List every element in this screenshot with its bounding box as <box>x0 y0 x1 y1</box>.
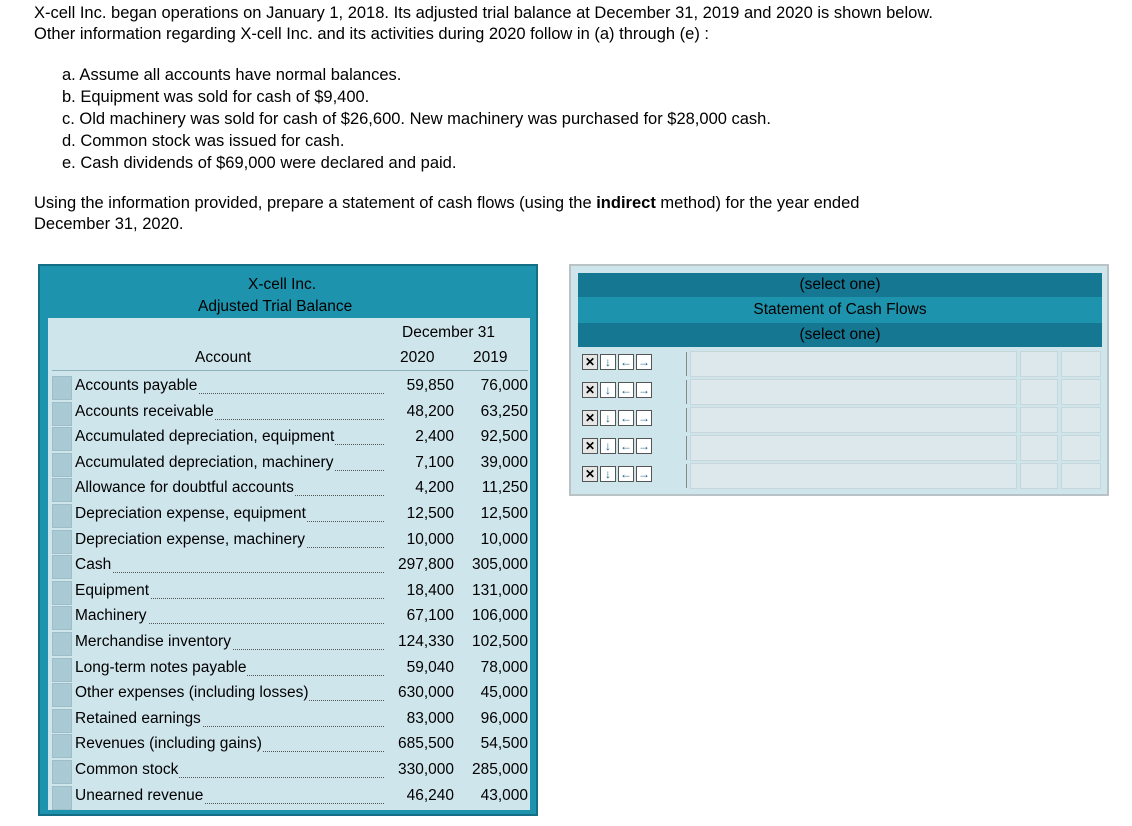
insert-row-icon[interactable]: ↓ <box>600 466 616 482</box>
cf-amount-input-1[interactable] <box>1020 435 1058 461</box>
tb-value-2020: 12,500 <box>406 504 454 522</box>
tb-value-2019: 45,000 <box>480 684 528 702</box>
tb-value-2020: 330,000 <box>397 760 454 778</box>
tb-row-selector[interactable] <box>52 504 72 528</box>
cf-row <box>578 462 1102 490</box>
cf-label-input[interactable] <box>690 463 1017 489</box>
tb-value-2020: 124,330 <box>397 632 454 650</box>
tb-row <box>48 681 530 707</box>
tb-row-selector[interactable] <box>52 632 72 656</box>
tb-value-2019: 305,000 <box>471 556 528 574</box>
tb-value-2020: 67,100 <box>406 607 454 625</box>
insert-row-icon[interactable]: ↓ <box>600 410 616 426</box>
tb-value-2020: 59,850 <box>406 377 454 394</box>
tb-row-leader <box>76 572 384 573</box>
tb-year-2019: 2019 <box>473 349 508 366</box>
info-item-d: d. Common stock was issued for cash. <box>62 132 345 150</box>
cf-title-bar <box>578 297 1102 323</box>
tb-value-2019: 285,000 <box>471 760 528 778</box>
tb-value-2019: 96,000 <box>480 709 528 727</box>
info-item-e: e. Cash dividends of $69,000 were declared and paid. <box>62 154 457 172</box>
tb-account-text: Revenues (including gains) <box>75 735 262 753</box>
tb-account-text: Unearned revenue <box>75 786 204 804</box>
cf-amount-input-2[interactable] <box>1061 435 1101 461</box>
tb-row <box>48 425 530 451</box>
cf-row <box>578 406 1102 434</box>
cf-row-separator <box>686 352 687 376</box>
tb-row-selector[interactable] <box>52 530 72 554</box>
cf-label-input[interactable] <box>690 351 1017 377</box>
indent-icon[interactable]: → <box>638 355 650 369</box>
cf-row <box>578 378 1102 406</box>
tb-row <box>48 528 530 554</box>
tb-row <box>48 451 530 477</box>
delete-row-icon[interactable]: ✕ <box>582 382 598 398</box>
tb-row <box>48 579 530 605</box>
cf-period-bar <box>578 323 1102 347</box>
tb-value-2020: 59,040 <box>406 658 454 676</box>
delete-row-icon[interactable]: ✕ <box>582 466 598 482</box>
cf-row <box>578 434 1102 462</box>
tb-rows <box>48 374 530 809</box>
cf-label-input[interactable] <box>690 379 1017 405</box>
cf-row <box>578 350 1102 378</box>
tb-value-2019: 54,500 <box>480 735 528 753</box>
trial-balance-header <box>40 272 540 322</box>
indent-icon[interactable]: → <box>638 467 650 481</box>
tb-row <box>48 784 530 810</box>
outdent-icon[interactable]: ← <box>620 467 632 481</box>
tb-row-selector[interactable] <box>52 376 72 400</box>
tb-row <box>48 476 530 502</box>
indent-icon[interactable]: → <box>638 439 650 453</box>
tb-header-divider <box>52 370 528 371</box>
trial-balance-table <box>48 318 530 810</box>
tb-value-2019: 39,000 <box>480 453 528 471</box>
tb-value-2019: 76,000 <box>480 377 528 394</box>
info-item-b: b. Equipment was sold for cash of $9,400. <box>62 88 370 106</box>
cf-row-tools <box>582 466 686 488</box>
tb-account-text: Cash <box>75 556 112 574</box>
tb-value-2020: 83,000 <box>406 709 454 727</box>
tb-row-selector[interactable] <box>52 453 72 477</box>
tb-row-selector[interactable] <box>52 760 72 784</box>
intro-line-2: Other information regarding X-cell Inc. and its activities during 2020 follow in (a) through (e) : <box>34 25 709 43</box>
cf-amount-input-2[interactable] <box>1061 463 1101 489</box>
cf-label-input[interactable] <box>690 407 1017 433</box>
tb-value-2020: 685,500 <box>397 735 454 753</box>
tb-value-2020: 18,400 <box>406 581 454 599</box>
tb-value-2020: 4,200 <box>415 479 454 497</box>
cf-row-tools <box>582 354 686 376</box>
tb-year-2020: 2020 <box>400 349 435 366</box>
tb-row <box>48 630 530 656</box>
cf-amount-input-2[interactable] <box>1061 351 1101 377</box>
tb-row-selector[interactable] <box>52 658 72 682</box>
insert-row-icon[interactable]: ↓ <box>600 354 616 370</box>
tb-row <box>48 374 530 400</box>
tb-value-2019: 63,250 <box>480 402 528 420</box>
cf-rows <box>578 350 1102 490</box>
delete-row-icon[interactable]: ✕ <box>582 354 598 370</box>
tb-row-selector[interactable] <box>52 402 72 426</box>
cf-row-separator <box>686 436 687 460</box>
cf-row-tools <box>582 382 686 404</box>
tb-row-selector[interactable] <box>52 734 72 758</box>
tb-date-header: December 31 <box>402 324 496 341</box>
trial-balance-panel <box>38 264 538 816</box>
tb-account-text: Long-term notes payable <box>75 658 247 676</box>
cf-period-select[interactable]: (select one) <box>799 326 881 343</box>
tb-account-text: Accounts receivable <box>75 402 214 420</box>
tb-account-text: Equipment <box>75 581 150 599</box>
tb-value-2020: 7,100 <box>415 453 454 471</box>
intro-text <box>34 3 1124 45</box>
tb-row-selector[interactable] <box>52 478 72 502</box>
tb-value-2019: 102,500 <box>471 632 528 650</box>
tb-account-text: Machinery <box>75 607 147 625</box>
outdent-icon[interactable]: ← <box>620 355 632 369</box>
cf-company-select[interactable]: (select one) <box>799 276 881 293</box>
cf-row-tools <box>582 438 686 460</box>
task-before: Using the information provided, prepare a statement of cash flows (using the <box>34 194 597 212</box>
tb-row <box>48 400 530 426</box>
tb-value-2020: 46,240 <box>406 786 454 804</box>
cf-row-separator <box>686 380 687 404</box>
tb-company: X-cell Inc. <box>248 276 317 293</box>
tb-row-selector[interactable] <box>52 427 72 451</box>
tb-value-2020: 630,000 <box>397 684 454 702</box>
tb-value-2019: 12,500 <box>480 504 528 522</box>
task-line-2: December 31, 2020. <box>34 215 184 233</box>
tb-row <box>48 502 530 528</box>
cf-company-bar <box>578 273 1102 297</box>
tb-row <box>48 732 530 758</box>
insert-row-icon[interactable]: ↓ <box>600 382 616 398</box>
tb-value-2020: 10,000 <box>406 530 454 548</box>
cf-amount-input-2[interactable] <box>1061 407 1101 433</box>
tb-account-text: Common stock <box>75 760 179 778</box>
tb-value-2019: 131,000 <box>471 581 528 599</box>
tb-row <box>48 707 530 733</box>
info-list <box>62 64 771 174</box>
tb-row-selector[interactable] <box>52 709 72 733</box>
cf-amount-input-1[interactable] <box>1020 351 1058 377</box>
outdent-icon[interactable]: ← <box>620 383 632 397</box>
tb-title: Adjusted Trial Balance <box>198 298 353 315</box>
tb-account-text: Merchandise inventory <box>75 632 231 650</box>
delete-row-icon[interactable]: ✕ <box>582 438 598 454</box>
tb-value-2019: 78,000 <box>480 658 528 676</box>
tb-value-2019: 43,000 <box>480 786 528 804</box>
tb-value-2020: 2,400 <box>415 428 454 446</box>
delete-row-icon[interactable]: ✕ <box>582 410 598 426</box>
tb-value-2019: 10,000 <box>480 530 528 548</box>
tb-account-text: Other expenses (including losses) <box>75 684 309 702</box>
tb-account-text: Depreciation expense, equipment <box>75 504 306 522</box>
task-bold: indirect <box>596 194 656 212</box>
tb-row-selector[interactable] <box>52 786 72 810</box>
tb-account-text: Accounts payable <box>75 377 198 394</box>
cf-row-separator <box>686 408 687 432</box>
outdent-icon[interactable]: ← <box>620 411 632 425</box>
outdent-icon[interactable]: ← <box>620 439 632 453</box>
tb-row-selector[interactable] <box>52 606 72 630</box>
cf-row-tools <box>582 410 686 432</box>
cf-amount-input-1[interactable] <box>1020 379 1058 405</box>
cash-flow-panel <box>569 264 1109 496</box>
tb-row-selector[interactable] <box>52 683 72 707</box>
tb-account-text: Allowance for doubtful accounts <box>75 479 294 497</box>
tb-row <box>48 553 530 579</box>
tb-account-text: Accumulated depreciation, equipment <box>75 428 335 446</box>
insert-row-icon[interactable]: ↓ <box>600 438 616 454</box>
tb-row-selector[interactable] <box>52 555 72 579</box>
cf-amount-input-1[interactable] <box>1020 407 1058 433</box>
tb-value-2019: 92,500 <box>480 428 528 446</box>
cf-row-separator <box>686 464 687 488</box>
cf-title: Statement of Cash Flows <box>753 301 927 318</box>
cf-label-input[interactable] <box>690 435 1017 461</box>
cf-amount-input-1[interactable] <box>1020 463 1058 489</box>
tb-value-2020: 297,800 <box>397 556 454 574</box>
tb-account-text: Accumulated depreciation, machinery <box>75 453 334 471</box>
tb-value-2019: 106,000 <box>471 607 528 625</box>
tb-row-selector[interactable] <box>52 581 72 605</box>
task-after: method) for the year ended <box>655 194 860 212</box>
intro-line-1: X-cell Inc. began operations on January 1, 2018. Its adjusted trial balance at December 31, 2019 and 2020 is shown below. <box>34 4 933 22</box>
tb-account-text: Depreciation expense, machinery <box>75 530 306 548</box>
info-item-c: c. Old machinery was sold for cash of $26,600. New machinery was purchased for $28,000 cash. <box>62 110 771 128</box>
tb-value-2020: 48,200 <box>406 402 454 420</box>
cf-amount-input-2[interactable] <box>1061 379 1101 405</box>
tb-value-2019: 11,250 <box>481 479 528 497</box>
info-item-a: a. Assume all accounts have normal balances. <box>62 66 402 84</box>
indent-icon[interactable]: → <box>638 411 650 425</box>
tb-row <box>48 604 530 630</box>
tb-row <box>48 758 530 784</box>
tb-row <box>48 656 530 682</box>
tb-account-header: Account <box>195 349 252 366</box>
task-instructions <box>34 193 1034 235</box>
tb-account-text: Retained earnings <box>75 709 201 727</box>
indent-icon[interactable]: → <box>638 383 650 397</box>
